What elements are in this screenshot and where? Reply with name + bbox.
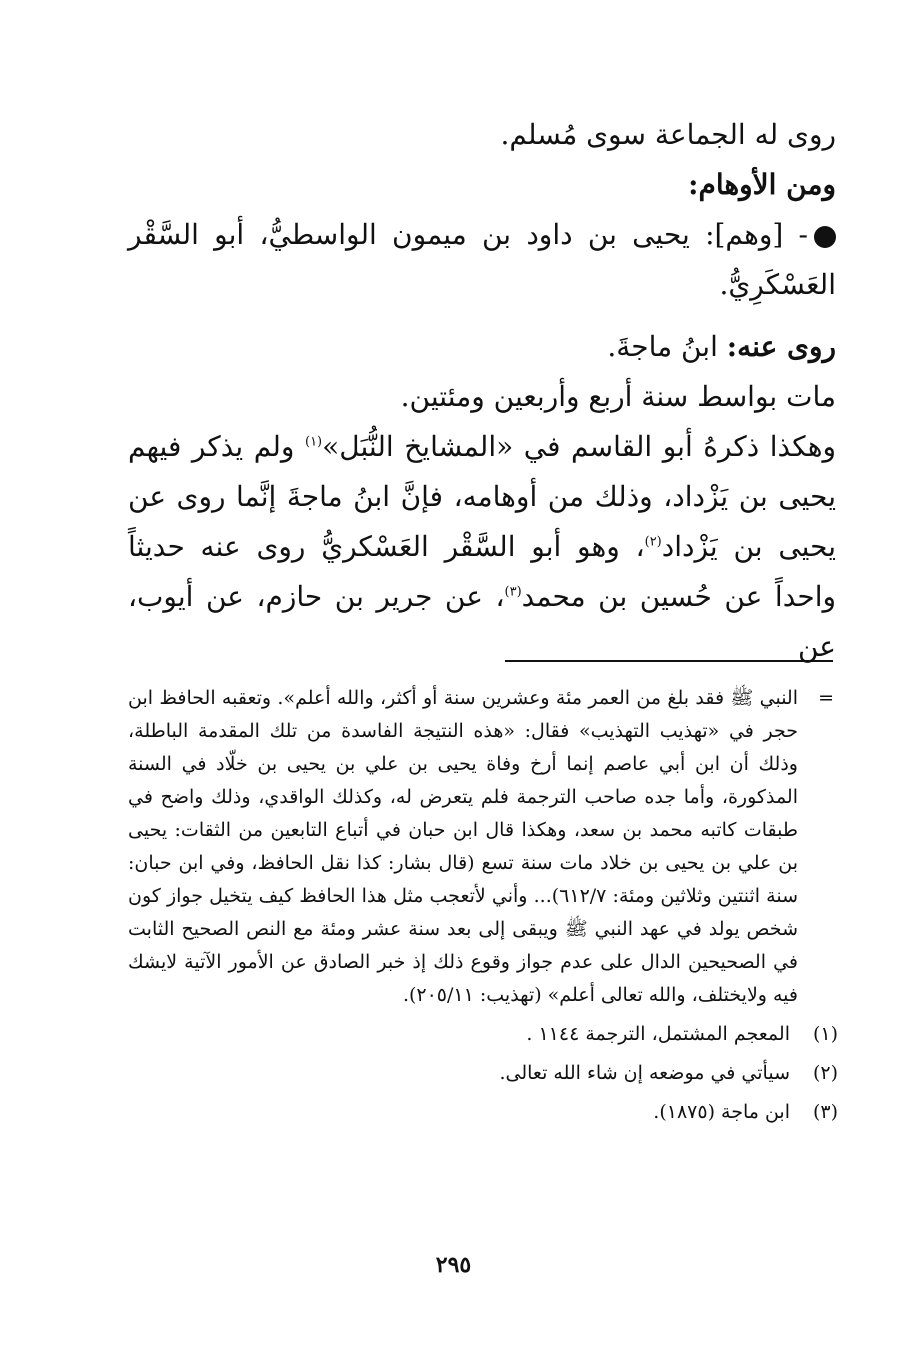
footnote-number-2: (٢) <box>812 1062 838 1084</box>
section-heading: ومن الأوهام: <box>688 168 836 201</box>
footnote-ref-3[interactable]: (٣) <box>504 584 522 600</box>
continuation-mark: = <box>818 687 834 709</box>
footnote-text-1: المعجم المشتمل، الترجمة ١١٤٤ . <box>526 1023 790 1045</box>
footnote-text-3: ابن ماجة (١٨٧٥). <box>653 1101 790 1123</box>
paragraph-part-3: ، وهو أبو السَّقْر العَسْكريُّ روى عنه حديثاً واحداً عن حُسين بن محمد <box>128 530 837 613</box>
line-narrators: روى له الجماعة سوى مُسلم. <box>500 118 836 151</box>
footnote-number-3: (٣) <box>812 1101 838 1123</box>
footnote-ref-2[interactable]: (٢) <box>644 534 662 550</box>
footnote-number-1: (١) <box>812 1023 838 1045</box>
footnote-ref-1[interactable]: (١) <box>304 434 323 450</box>
footnote-continuation <box>128 682 838 1012</box>
paragraph-part-1: وهكذا ذكرهُ أبو القاسم في «المشايخ النُّبَل» <box>322 430 836 463</box>
bullet-icon <box>814 226 836 248</box>
footnotes <box>128 682 838 1129</box>
entry-prefix: - [وهم]: <box>689 218 808 251</box>
paragraph-part-4: ، عن جرير بن حازم، عن أيوب، عن <box>128 580 836 663</box>
narrated-label: روى عنه: <box>726 330 836 363</box>
footnote-1 <box>128 1018 838 1051</box>
main-text <box>128 110 836 672</box>
narrated-text: ابنُ ماجةَ. <box>607 330 727 363</box>
entry-text: يحيى بن داود بن ميمون الواسطيُّ، أبو السَّقْر العَسْكَرِيُّ. <box>128 218 836 301</box>
death-line: مات بواسط سنة أربع وأربعين ومئتين. <box>400 380 836 413</box>
narrated-line <box>128 322 836 372</box>
footnote-text-2: سيأتي في موضعه إن شاء الله تعالى. <box>499 1062 790 1084</box>
footnote-3 <box>128 1096 838 1129</box>
continuation-text: النبي ﷺ فقد بلغ من العمر مئة وعشرين سنة أو أكثر، والله أعلم». وتعقبه الحافظ ابن حجر في «تهذيب التهذيب» فقال: «هذه النتيجة الفاسدة من تلك المقدمة الباطلة، وذلك أن ابن أبي عاصم إنما أرخ وفاة يحيى بن علي بن يحيى بن خلّاد في السنة المذكورة، وأما جده صاحب الترجمة فلم يتعرض له، وكذلك الواقدي، وذلك واضح في طبقات كاتبه محمد بن سعد، وهكذا قال ابن حبان في أتباع التابعين من الثقات: يحيى بن علي بن يحيى بن خلاد مات سنة تسع (قال بشار: كذا نقل الحافظ، وفي ابن حبان: سنة اثنتين وثلاثين ومئة: ٦١٢/٧)... وأني لأتعجب مثل هذا الحافظ كيف يتخيل جواز كون شخص يولد في عهد النبي ﷺ ويبقى إلى بعد سنة عشر ومئة مع النص الصحيح الثابت في الصحيحين الدال على عدم جواز وقوع ذلك إذ خبر الصادق عن الأمور الآتية لايشك فيه ولايختلف، والله تعالى أعلم» (تهذيب: ٢٠٥/١١). <box>128 687 799 1006</box>
footnote-2 <box>128 1057 838 1090</box>
footnote-divider <box>505 660 833 662</box>
entry-paragraph <box>128 210 836 310</box>
page-number: ٢٩٥ <box>435 1252 472 1278</box>
discussion-paragraph <box>128 422 836 672</box>
paragraph-part-2: ولم يذكر فيهم يحيى بن يَزْداد، وذلك من أوهامه، فإنَّ ابنُ ماجةَ إنَّما روى عن يحيى بن يَزْداد <box>128 430 836 563</box>
